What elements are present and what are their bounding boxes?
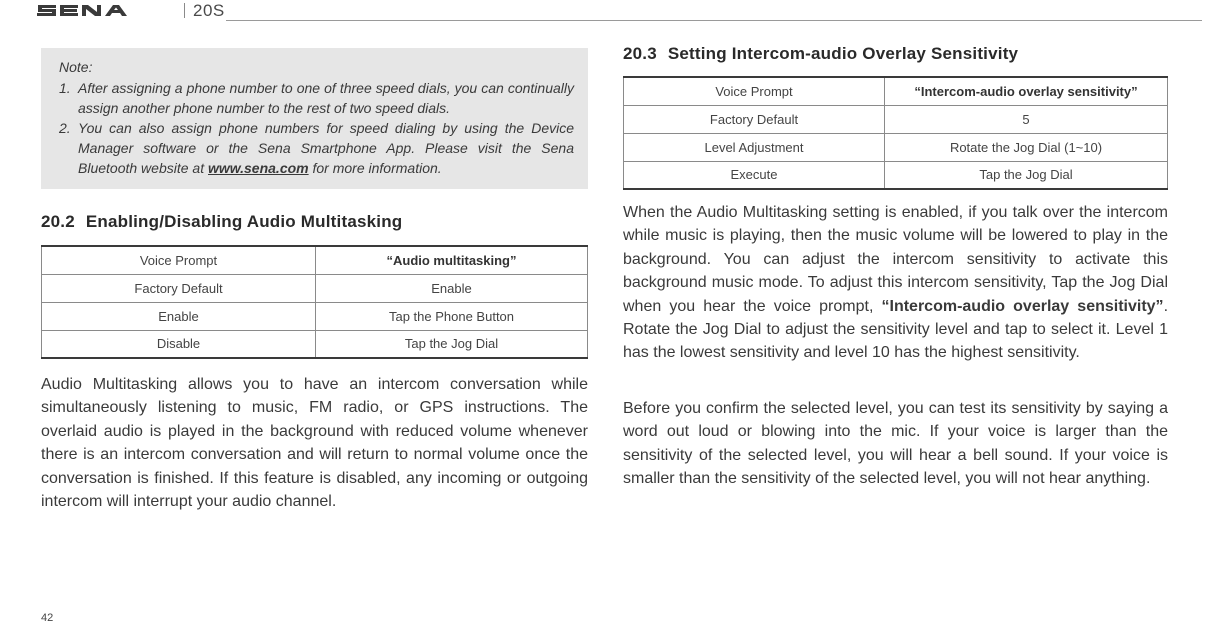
header-rule: [226, 20, 1202, 21]
table-row: [624, 133, 1168, 161]
table-row: [42, 330, 588, 358]
table-row: [624, 105, 1168, 133]
section-heading-20-3: [623, 44, 1018, 64]
note-item-text: You can also assign phone numbers for speed dialing by using the Device Manager software or the Sena Smartphone App. Please visit the Sena Bluetooth website at: [78, 120, 574, 176]
table-row: [42, 274, 588, 302]
table-cell: Factory Default: [624, 105, 885, 133]
table-cell: 5: [885, 105, 1168, 133]
table-cell: Disable: [42, 330, 316, 358]
table-cell: Rotate the Jog Dial (1~10): [885, 133, 1168, 161]
header-separator: [184, 3, 185, 18]
table-cell: Voice Prompt: [42, 246, 316, 274]
note-item-number: 1.: [59, 80, 71, 96]
table-row: [42, 302, 588, 330]
note-item-text-end: for more information.: [308, 160, 442, 176]
table-cell: “Intercom-audio overlay sensitivity”: [885, 77, 1168, 105]
section-heading-20-2: [41, 212, 402, 232]
section-title: Setting Intercom-audio Overlay Sensitivity: [667, 44, 1019, 63]
note-item: [59, 118, 574, 178]
section-number: 20.3: [623, 44, 657, 63]
audio-multitasking-table: [41, 245, 588, 359]
table-cell: “Audio multitasking”: [316, 246, 588, 274]
table-row: [42, 246, 588, 274]
table-cell: Tap the Jog Dial: [885, 161, 1168, 189]
page-header: [36, 0, 1176, 22]
note-title: Note:: [59, 59, 93, 75]
table-cell: Voice Prompt: [624, 77, 885, 105]
brand-text: [36, 0, 37, 1]
table-cell: Execute: [624, 161, 885, 189]
table-cell: Enable: [42, 302, 316, 330]
table-cell: Enable: [316, 274, 588, 302]
table-cell: Tap the Phone Button: [316, 302, 588, 330]
note-list: [59, 78, 574, 178]
voice-prompt-text: “Intercom-audio overlay sensitivity”: [881, 297, 1164, 315]
table-cell: Factory Default: [42, 274, 316, 302]
note-item-text: After assigning a phone number to one of three speed dials, you can continually assign another phone number to the rest of two speed dials.: [78, 80, 574, 116]
paragraph-text-end: . Rotate the Jog Dial to adjust the sensitivity level and tap to select it. Level 1 has the lowest sensitivity and level 10 has the highest sensitivity.: [623, 297, 1169, 362]
sena-logo: [36, 2, 132, 18]
table-row: [624, 77, 1168, 105]
section-title: Enabling/Disabling Audio Multitasking: [85, 212, 403, 231]
overlay-sensitivity-table: [623, 76, 1168, 190]
page-number: 42: [41, 612, 54, 624]
model-name: 20S: [193, 1, 225, 20]
table-row: [624, 161, 1168, 189]
table-cell: Level Adjustment: [624, 133, 885, 161]
section-number: 20.2: [41, 212, 75, 231]
note-box: [41, 48, 588, 189]
table-cell: Tap the Jog Dial: [316, 330, 588, 358]
note-item-number: 2.: [59, 120, 71, 136]
paragraph-text: When the Audio Multitasking setting is enabled, if you talk over the intercom while music is playing, then the music volume will be lowered to play in the background. You can adjust the intercom sensitivity to activate this background music mode. To adjust this intercom sensitivity, Tap the Jog Dial when you hear the voice prompt,: [623, 204, 1168, 315]
overlay-sensitivity-description: [623, 201, 1168, 365]
sensitivity-test-description: Before you confirm the selected level, you can test its sensitivity by saying a word out loud or blowing into the mic. If your voice is larger than the sensitivity of the selected level, you will hear a bell sound. If your voice is smaller than the sensitivity of the selected level, you will not hear anything.: [623, 400, 1168, 488]
audio-multitasking-description: Audio Multitasking allows you to have an intercom conversation while simultaneously listening to music, FM radio, or GPS instructions. The overlaid audio is played in the background with reduced volume whenever there is an intercom conversation and will return to normal volume once the conversation is finished. If this feature is disabled, any incoming or outgoing intercom will interrupt your audio channel.: [41, 376, 588, 511]
sena-website-link[interactable]: www.sena.com: [207, 160, 309, 176]
note-item: [59, 78, 574, 118]
